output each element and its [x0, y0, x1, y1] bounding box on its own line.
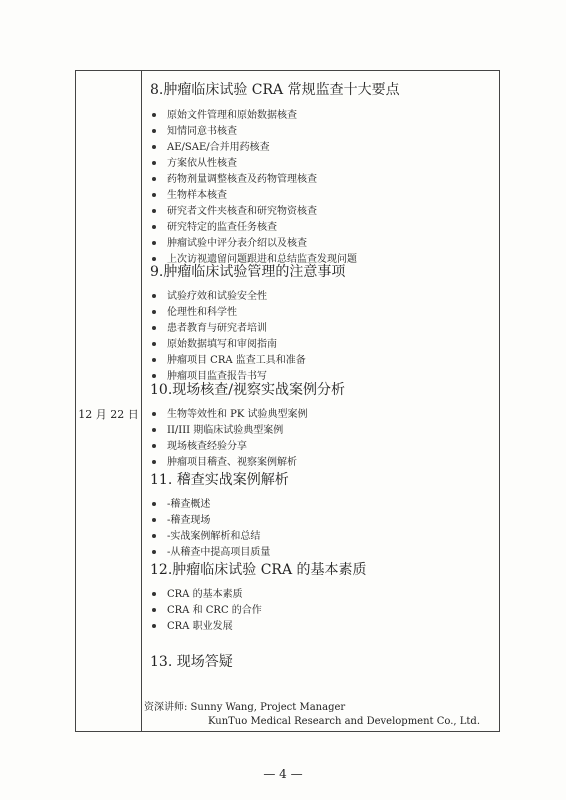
bullet-icon: [152, 624, 156, 628]
schedule-table: [75, 70, 500, 732]
list-item: 研究者文件夹核查和研究物资核查: [152, 202, 317, 217]
section-title-11: 11. 稽查实战案例解析: [150, 472, 289, 488]
list-item: CRA 和 CRC 的合作: [152, 601, 262, 616]
list-item: 生物样本核查: [152, 186, 227, 201]
bullet-icon: [152, 412, 156, 416]
list-item: 肿瘤项目 CRA 监查工具和准备: [152, 351, 306, 366]
list-item: 肿瘤项目监查报告书写: [152, 367, 267, 382]
list-item: -稽查现场: [152, 511, 210, 526]
bullet-icon: [152, 177, 156, 181]
list-item: 知情同意书核查: [152, 122, 237, 137]
list-item: 生物等效性和 PK 试验典型案例: [152, 405, 308, 420]
session-date: 12 月 22 日: [78, 408, 139, 421]
bullet-icon: [152, 310, 156, 314]
bullet-icon: [152, 342, 156, 346]
list-item: -稽查概述: [152, 495, 210, 510]
bullet-icon: [152, 161, 156, 165]
list-item: 研究特定的监查任务核查: [152, 218, 277, 233]
list-item: 患者教育与研究者培训: [152, 319, 267, 334]
section-title-12: 12.肿瘤临床试验 CRA 的基本素质: [150, 562, 367, 578]
bullet-icon: [152, 241, 156, 245]
lecturer-line-1: 资深讲师: Sunny Wang, Project Manager: [144, 702, 346, 713]
bullet-icon: [152, 550, 156, 554]
list-item: 肿瘤项目稽查、视察案例解析: [152, 453, 297, 468]
section-title-13: 13. 现场答疑: [150, 654, 233, 670]
bullet-icon: [152, 502, 156, 506]
bullet-icon: [152, 460, 156, 464]
list-item: 原始文件管理和原始数据核查: [152, 106, 297, 121]
list-item: 药物剂量调整核查及药物管理核查: [152, 170, 317, 185]
list-item: II/III 期临床试验典型案例: [152, 421, 283, 436]
list-item: 试验疗效和试验安全性: [152, 287, 267, 302]
lecturer-line-2: KunTuo Medical Research and Development Co., Ltd.: [208, 716, 481, 727]
bullet-icon: [152, 294, 156, 298]
list-item: -实战案例解析和总结: [152, 527, 260, 542]
bullet-icon: [152, 592, 156, 596]
bullet-icon: [152, 534, 156, 538]
bullet-icon: [152, 428, 156, 432]
list-item: AE/SAE/合并用药核查: [152, 138, 270, 153]
section-title-9: 9.肿瘤临床试验管理的注意事项: [150, 264, 346, 280]
bullet-icon: [152, 374, 156, 378]
bullet-icon: [152, 145, 156, 149]
date-column: [76, 71, 142, 731]
list-item: -从稽查中提高项目质量: [152, 543, 270, 558]
bullet-icon: [152, 193, 156, 197]
section-title-8: 8.肿瘤临床试验 CRA 常规监查十大要点: [150, 82, 400, 98]
list-item: 上次访视遗留问题跟进和总结监查发现问题: [152, 250, 357, 265]
list-item: 现场核查经验分享: [152, 437, 247, 452]
bullet-icon: [152, 444, 156, 448]
bullet-icon: [152, 326, 156, 330]
list-item: 方案依从性核查: [152, 154, 237, 169]
bullet-icon: [152, 209, 156, 213]
bullet-icon: [152, 257, 156, 261]
bullet-icon: [152, 129, 156, 133]
bullet-icon: [152, 518, 156, 522]
list-item: 伦理性和科学性: [152, 303, 237, 318]
bullet-icon: [152, 113, 156, 117]
bullet-icon: [152, 358, 156, 362]
list-item: 肿瘤试验中评分表介绍以及核查: [152, 234, 307, 249]
list-item: CRA 的基本素质: [152, 585, 243, 600]
list-item: 原始数据填写和审阅指南: [152, 335, 277, 350]
bullet-icon: [152, 608, 156, 612]
list-item: CRA 职业发展: [152, 617, 233, 632]
bullet-icon: [152, 225, 156, 229]
page-number: — 4 —: [263, 767, 303, 781]
content-column: [142, 71, 499, 731]
section-title-10: 10.现场核查/视察实战案例分析: [150, 382, 345, 398]
